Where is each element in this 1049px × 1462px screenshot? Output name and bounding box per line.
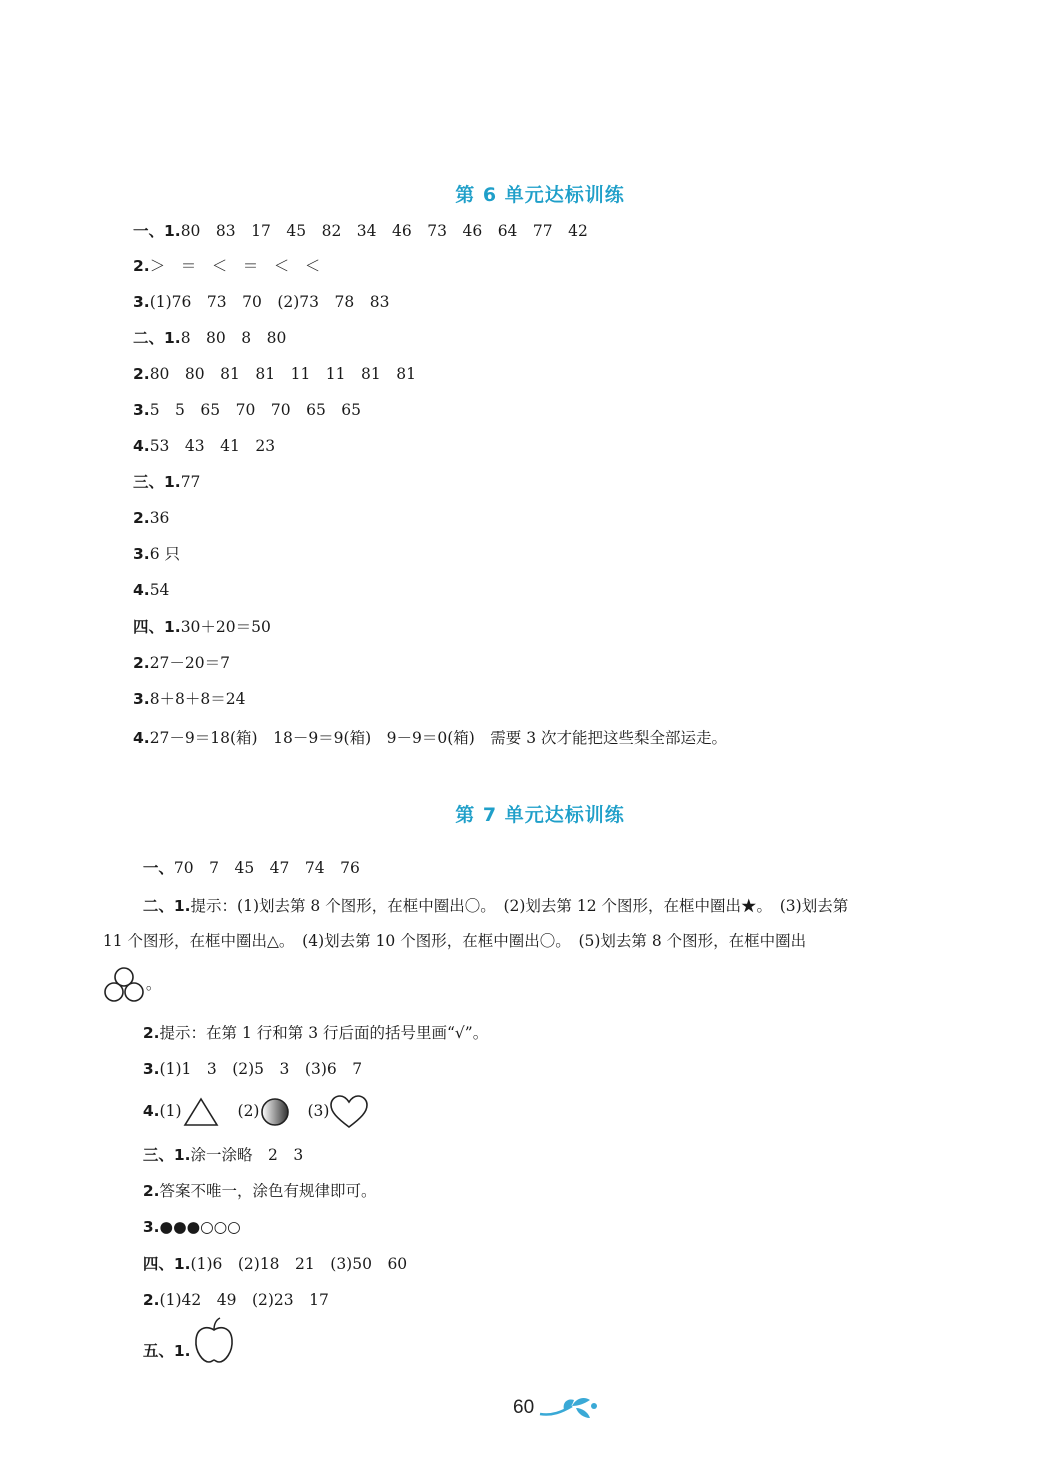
u7-q2b <box>133 1003 488 1043</box>
u7-q3-3 <box>133 1197 241 1237</box>
u7-q3-2-text: 答案不唯一，涂色有规律即可。 <box>159 1182 377 1200</box>
u7-q3-1-label: 三、1. <box>142 1146 191 1164</box>
u6-line-label: 2. <box>133 257 150 275</box>
u7-q3-label: 3. <box>142 1060 160 1078</box>
u6-line-text: 27－20＝7 <box>149 654 230 672</box>
u6-line-label: 4. <box>133 581 150 599</box>
u6-line-text: 54 <box>149 581 170 599</box>
triangle-icon <box>182 1096 220 1128</box>
u6-line-label: 3. <box>133 545 150 563</box>
u7-q4-2 <box>133 1270 329 1310</box>
u7-q3-2 <box>133 1161 377 1201</box>
u7-q3-text: (1)1 3 (2)5 3 (3)6 7 <box>159 1060 363 1078</box>
u6-line-12 <box>133 617 271 637</box>
u7-q4-p3: (3) <box>307 1102 330 1120</box>
unit7-title: 第 7 单元达标训练 <box>455 804 625 826</box>
u6-line-14 <box>133 689 246 709</box>
u7-q2-row2-text: 11 个图形，在框中圈出△。 (4)划去第 10 个图形，在框中圈出〇。 (5)划去第 8 个图形，在框中圈出 <box>102 932 807 950</box>
u6-line-label: 2. <box>133 509 150 527</box>
u6-line-text: ＞ ＝ ＜ ＝ ＜ ＜ <box>149 257 321 275</box>
u6-line-label: 3. <box>133 293 150 311</box>
u6-line-label: 一、1. <box>133 222 181 240</box>
apple-icon <box>191 1316 237 1366</box>
u6-line-text: 6 只 <box>149 545 180 563</box>
u7-q4-1-text: (1)6 (2)18 21 (3)50 60 <box>190 1255 408 1273</box>
leaf-ornament-icon <box>538 1394 600 1422</box>
page-number: 60 <box>513 1397 535 1418</box>
u6-line-13 <box>133 653 230 673</box>
u6-line-label: 2. <box>133 654 150 672</box>
u6-line-text: 8 80 8 80 <box>180 329 287 347</box>
u6-line-text: 80 80 81 81 11 11 81 81 <box>149 365 416 383</box>
u7-q4-label: 4. <box>142 1102 160 1120</box>
u7-q3-1 <box>133 1125 303 1165</box>
u6-line-label: 3. <box>133 690 150 708</box>
u6-line-label: 四、1. <box>133 618 181 636</box>
u6-line-3 <box>133 292 389 312</box>
u6-line-text: 8＋8＋8＝24 <box>149 690 246 708</box>
u6-line-7 <box>133 436 275 456</box>
heart-icon <box>329 1094 369 1130</box>
u7-q2-row3 <box>92 946 161 1004</box>
u6-line-text: 36 <box>149 509 170 527</box>
u7-q4-p1: (1) <box>159 1102 182 1120</box>
u7-q2-row1-text: 提示：(1)划去第 8 个图形，在框中圈出〇。 (2)划去第 12 个图形，在框中圈出★。 (3)划去第 <box>190 897 849 915</box>
u7-q2b-label: 2. <box>142 1024 160 1042</box>
u7-q3-3-text: ●●●○○○ <box>159 1218 241 1236</box>
u6-line-11 <box>133 580 169 600</box>
u6-line-6 <box>133 400 361 420</box>
u6-line-1 <box>133 221 588 241</box>
u6-line-10 <box>133 544 180 564</box>
u7-q2-row2 <box>93 911 806 951</box>
u7-q2-row3-tail: 。 <box>145 975 162 993</box>
u7-q1-text: 70 7 45 47 74 76 <box>173 859 360 877</box>
u7-q4-2-text: (1)42 49 (2)23 17 <box>159 1291 329 1309</box>
u6-line-4 <box>133 328 286 348</box>
u6-line-label: 4. <box>133 437 150 455</box>
u7-q3 <box>133 1039 362 1079</box>
u6-line-text: 5 5 65 70 70 65 65 <box>149 401 362 419</box>
u7-q2-row1 <box>133 876 848 916</box>
u7-q3-1-text: 涂一涂略 2 3 <box>190 1146 304 1164</box>
u7-q3-3-label: 3. <box>142 1218 160 1236</box>
u6-line-9 <box>133 508 169 528</box>
u6-line-label: 三、1. <box>133 473 181 491</box>
u7-q4 <box>133 1074 369 1130</box>
u6-line-label: 2. <box>133 365 150 383</box>
u6-line-label: 3. <box>133 401 150 419</box>
u6-line-text: 30＋20＝50 <box>180 618 271 636</box>
u7-q5-1-label: 五、1. <box>142 1342 191 1360</box>
u7-q4-1-label: 四、1. <box>142 1255 191 1273</box>
u6-line-text: (1)76 73 70 (2)73 78 83 <box>149 293 390 311</box>
u7-q4-2-label: 2. <box>142 1291 160 1309</box>
u7-q5-1 <box>133 1318 237 1366</box>
u7-q3-2-label: 2. <box>142 1182 160 1200</box>
u7-q4-p2: (2) <box>237 1102 260 1120</box>
u7-q4-1 <box>133 1234 407 1274</box>
u7-q2-label: 二、1. <box>142 897 191 915</box>
u6-line-8 <box>133 472 200 492</box>
u7-q2b-text: 提示：在第 1 行和第 3 行后面的括号里画“√”。 <box>159 1024 489 1042</box>
u6-line-label: 二、1. <box>133 329 181 347</box>
u6-line-text: 53 43 41 23 <box>149 437 276 455</box>
u6-line-2 <box>133 256 320 276</box>
u6-line-text: 77 <box>180 473 201 491</box>
u6-line-text: 80 83 17 45 82 34 46 73 46 64 77 42 <box>180 222 588 240</box>
u6-line-5 <box>133 364 416 384</box>
u6-line-label: 4. <box>133 729 150 747</box>
half-shaded-circle-icon <box>259 1096 293 1128</box>
u6-line-15 <box>133 728 727 748</box>
u7-q1 <box>133 838 360 878</box>
three-circles-icon <box>102 966 146 1004</box>
u6-line-text: 27－9＝18(箱) 18－9＝9(箱) 9－9＝0(箱) 需要 3 次才能把这些梨全部运走。 <box>149 729 728 747</box>
u7-q1-label: 一、 <box>142 859 174 877</box>
unit6-title: 第 6 单元达标训练 <box>455 184 625 206</box>
